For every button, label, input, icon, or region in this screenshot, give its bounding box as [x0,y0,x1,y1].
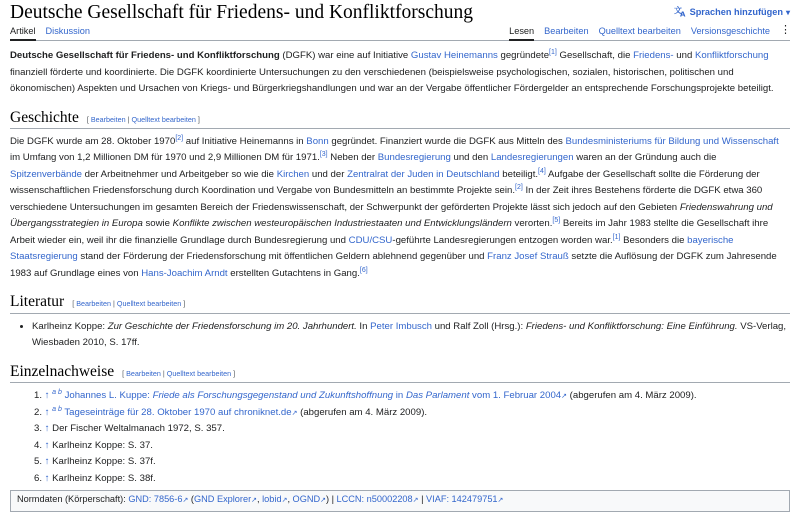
edit-section-button[interactable]: Bearbeiten [76,299,111,309]
text: beteiligt. [499,168,539,180]
reference-number: 1. [34,390,43,402]
add-languages-label: Sprachen hinzufügen [689,7,783,17]
text: , [287,494,293,504]
italic-text: Friedens- und Konfliktforschung: Eine Einführung. [525,320,738,332]
text: , [257,494,263,504]
tab-article[interactable]: Artikel [10,26,36,41]
text: sowie [142,218,173,230]
article-subject: Deutsche Gesellschaft für Friedens- und Konfliktforschung [10,50,280,61]
text: und [673,50,695,61]
external-link-icon: ↗ [182,497,189,504]
geschichte-paragraph [10,134,790,283]
edit-source-section-button[interactable]: Quelltext bearbeiten [166,368,232,378]
add-languages-button[interactable] [674,5,790,19]
ref-2[interactable]: [2] [175,134,184,142]
bracket: ] [231,368,236,378]
authority-label: Normdaten (Körperschaft): [17,494,129,504]
external-link-icon: ↗ [412,497,419,504]
text: Karlheinz Koppe: S. 37f. [52,456,156,468]
reference-item [34,454,790,471]
namespace-tabs [10,26,90,41]
link-zentralrat[interactable]: Zentralrat der Juden in Deutschland [347,168,500,180]
text: Die DGFK wurde am 28. Oktober 1970 [10,135,176,147]
separator: | [125,114,132,124]
reference-number: 5. [34,456,43,468]
separator: | [111,299,117,309]
italic-text: Friede als Forschungsgegenstand und Zukunftshoffnung [152,390,394,402]
external-link-icon: ↗ [320,497,326,504]
references-list [10,388,790,487]
external-link-icon: ↗ [281,497,288,504]
tab-read[interactable]: Lesen [509,26,534,41]
external-link-icon: ↗ [291,409,298,417]
italic-text: Das Parlament [405,390,470,402]
tab-discussion[interactable]: Diskussion [45,26,90,36]
heading-text: Einzelnachweise [10,362,115,380]
text: und den [450,152,491,164]
section-heading-einzelnachweise [10,362,790,383]
text: und Ralf Zoll (Hrsg.): [431,320,526,332]
translate-icon [674,5,687,19]
text: finanziell förderte und koordinierte. Die DGFK koordinierte Untersuchungen zu den verschiedenen (beispielsweise psychologischen, sozialen, historischen, politischen und ökonomischen) Aspekten und Ursachen von Kriegs- und Bürgerkriegshandlungen und war an der Vergabe öffentlicher Fördergelder an entsprechende Forschungsprojekte beteiligt. [10,66,774,94]
separator: | [160,368,167,378]
ref-4[interactable]: [4] [538,167,546,175]
text: (abgerufen am 4. März 2009). [567,390,697,402]
backlink-arrow-icon[interactable]: ↑ [44,390,50,402]
reference-item [34,405,790,422]
italic-text: Zur Geschichte der Friedensforschung im 20. Jahrhundert. [107,320,357,332]
link-friedens[interactable]: Friedens- [633,50,674,61]
text: vom 1. Februar 2004 [469,390,562,402]
text: und der [309,168,348,180]
ref-1[interactable]: [1] [549,48,557,56]
edit-section-button[interactable]: Bearbeiten [126,368,161,378]
text: gegründet. Finanziert wurde die DGFK aus Mitteln des [328,135,566,147]
section-heading-geschichte [10,108,790,129]
link-gnd-explorer[interactable]: GND Explorer [193,494,252,504]
backlink-arrow-icon[interactable]: ↑ [44,406,50,418]
external-link-icon: ↗ [251,497,258,504]
view-tabs [509,26,790,41]
backlink-ab[interactable]: a b [52,405,62,413]
ref-6[interactable]: [6] [359,266,368,274]
heading-text: Literatur [10,293,65,311]
text: Karlheinz Koppe: S. 38f. [52,472,156,484]
text: erstellten Gutachtens in Gang. [227,267,360,279]
reference-item [34,421,790,438]
article-content [10,48,790,495]
reference-number: 2. [34,406,43,418]
text: In [356,320,371,332]
bracket: [ [122,368,127,378]
bracket: [ [86,114,91,124]
link-franz-josef-strauss[interactable]: Franz Josef Strauß [487,251,569,263]
text: Der Fischer Weltalmanach 1972, S. 357. [52,423,225,435]
reference-item [34,388,790,405]
text: ( [188,494,194,504]
link-kirchen[interactable]: Kirchen [276,168,310,180]
section-edit-links [122,369,235,378]
backlink-ab[interactable]: a b [52,388,62,396]
text: Besonders die [620,234,688,246]
ref-5[interactable]: [5] [552,217,561,225]
text: Karlheinz Koppe: S. 37. [52,439,153,451]
text: stand der Förderung der Friedensforschung mit öffentlichen Geldern ablehnend gegenüber und [77,251,488,263]
backlink-arrow-icon[interactable]: ↑ [44,423,50,435]
link-bmbw[interactable]: Bundesministeriums für Bildung und Wissenschaft [565,135,779,147]
tab-history[interactable]: Versionsgeschichte [690,26,770,36]
link-konfliktforschung[interactable]: Konfliktforschung [694,50,769,61]
text: (abgerufen am 4. März 2009). [297,406,428,418]
chevron-down-icon: ▾ [785,7,790,17]
reference-link[interactable] [65,390,562,401]
title-row [10,2,790,24]
text: (DGFK) war eine auf Initiative [279,50,411,61]
external-link-icon: ↗ [497,497,504,504]
edit-source-section-button[interactable]: Quelltext bearbeiten [131,114,196,124]
text: Neben der [327,152,378,164]
page-title: Deutsche Gesellschaft für Friedens- und Konfliktforschung [10,2,474,23]
italic-text: Friedenswahrung und Übergangsstrategien in Europa [10,201,773,230]
tabs-row [10,24,790,41]
external-link-icon: ↗ [561,393,567,401]
text: Johannes L. Kuppe: [64,390,153,402]
text: Gesellschaft, die [556,50,634,61]
backlink-arrow-icon[interactable]: ↑ [44,472,50,484]
text: Aufgabe der Gesellschaft sollte die Förderung der wissenschaftlichen Friedensforschung durch Koordination und Vergabe von Bundesmitteln an bestimmte Projekte sein. [10,168,760,197]
link-gustav-heinemann[interactable]: Gustav Heinemanns [410,50,498,61]
link-lccn[interactable]: LCCN: n50002208 [336,494,413,504]
ref-3[interactable]: [3] [319,151,328,159]
link-bayerische-staatsregierung[interactable]: bayerische Staatsregierung [10,234,734,263]
link-gnd[interactable]: GND: 7856-6 [128,494,183,504]
section-heading-literatur [10,292,790,313]
bracket: [ [72,299,77,309]
edit-source-section-button[interactable]: Quelltext bearbeiten [116,299,182,309]
reference-item [34,471,790,488]
tab-edit[interactable]: Bearbeiten [544,26,589,36]
link-cdu-csu[interactable]: CDU/CSU [348,234,393,246]
link-bonn[interactable]: Bonn [306,135,329,147]
link-ognd[interactable]: OGND [292,494,321,504]
reference-number: 4. [34,439,43,451]
edit-section-button[interactable]: Bearbeiten [90,114,126,124]
text: gegründete [497,50,550,61]
reference-item [34,438,790,455]
text: waren an der Gründung auch die [573,152,717,164]
link-viaf[interactable]: VIAF: 142479751 [426,494,498,504]
svg-text:文: 文 [673,6,682,15]
link-lobid[interactable]: lobid [262,494,282,504]
svg-text:A: A [679,10,685,17]
reference-number: 6. [34,472,43,484]
section-edit-links [72,299,185,308]
reference-link[interactable]: Tageseinträge für 28. Oktober 1970 auf chroniknet.de [64,406,292,418]
text: Bereits im Jahr 1983 stellte die Gesellschaft ihre Arbeit wieder ein, weil ihr die finanzielle Grundlage durch Bundesregierung und [10,218,769,246]
ref-1-b[interactable]: [1] [612,233,621,241]
tab-edit-source[interactable]: Quelltext bearbeiten [598,26,681,36]
text: der Arbeitnehmer und Arbeitgeber so wie die [82,168,277,180]
italic-text: Konflikte zwischen westeuropäischen Industriestaaten und Entwicklungsländern [172,218,512,230]
literature-list [10,319,790,352]
section-edit-links [87,115,200,124]
link-landesregierungen[interactable]: Landesregierungen [490,152,574,164]
text: VS-Verlag, Wiesbaden 2010, S. 17ff. [32,320,787,349]
text: in [393,390,406,402]
text: In der Zeit ihres Bestehens förderte die DGFK etwa 360 verschiedene Untersuchungen im gesamten Bereich der Friedenswissenschaft, der Schwerpunkt der geförderten Projekte lässt sich jedoch auf den Gebieten [10,185,763,213]
ref-2-b[interactable]: [2] [515,184,523,192]
text: -geführte Landesregierungen entzogen worden war. [392,234,613,246]
text: setzte die Auflösung der DGFK zum Jahresende 1983 auf Grundlage eines von [10,251,777,279]
link-hans-joachim-arndt[interactable]: Hans-Joachim Arndt [141,267,228,279]
list-item [32,319,790,352]
text: Karlheinz Koppe: [32,320,108,332]
authority-control-box [10,490,790,512]
link-peter-imbusch[interactable]: Peter Imbusch [370,320,432,332]
more-menu-icon[interactable]: ⋮ [780,24,791,36]
backlink-arrow-icon[interactable]: ↑ [44,456,50,468]
link-bundesregierung[interactable]: Bundesregierung [377,152,451,164]
text: ) | [325,494,337,504]
reference-number: 3. [34,423,43,435]
intro-paragraph [10,48,790,98]
heading-text: Geschichte [10,108,79,126]
text: im Umfang von 1,2 Millionen DM für 1970 und 2,9 Millionen DM für 1971. [10,152,320,164]
backlink-arrow-icon[interactable]: ↑ [44,439,50,451]
text: auf Initiative Heinemanns in [183,135,307,147]
text: verorten. [511,218,553,230]
text: | [418,494,427,504]
link-spitzenverbaende[interactable]: Spitzenverbände [10,168,83,180]
bracket: ] [195,114,200,124]
bracket: ] [181,299,186,309]
